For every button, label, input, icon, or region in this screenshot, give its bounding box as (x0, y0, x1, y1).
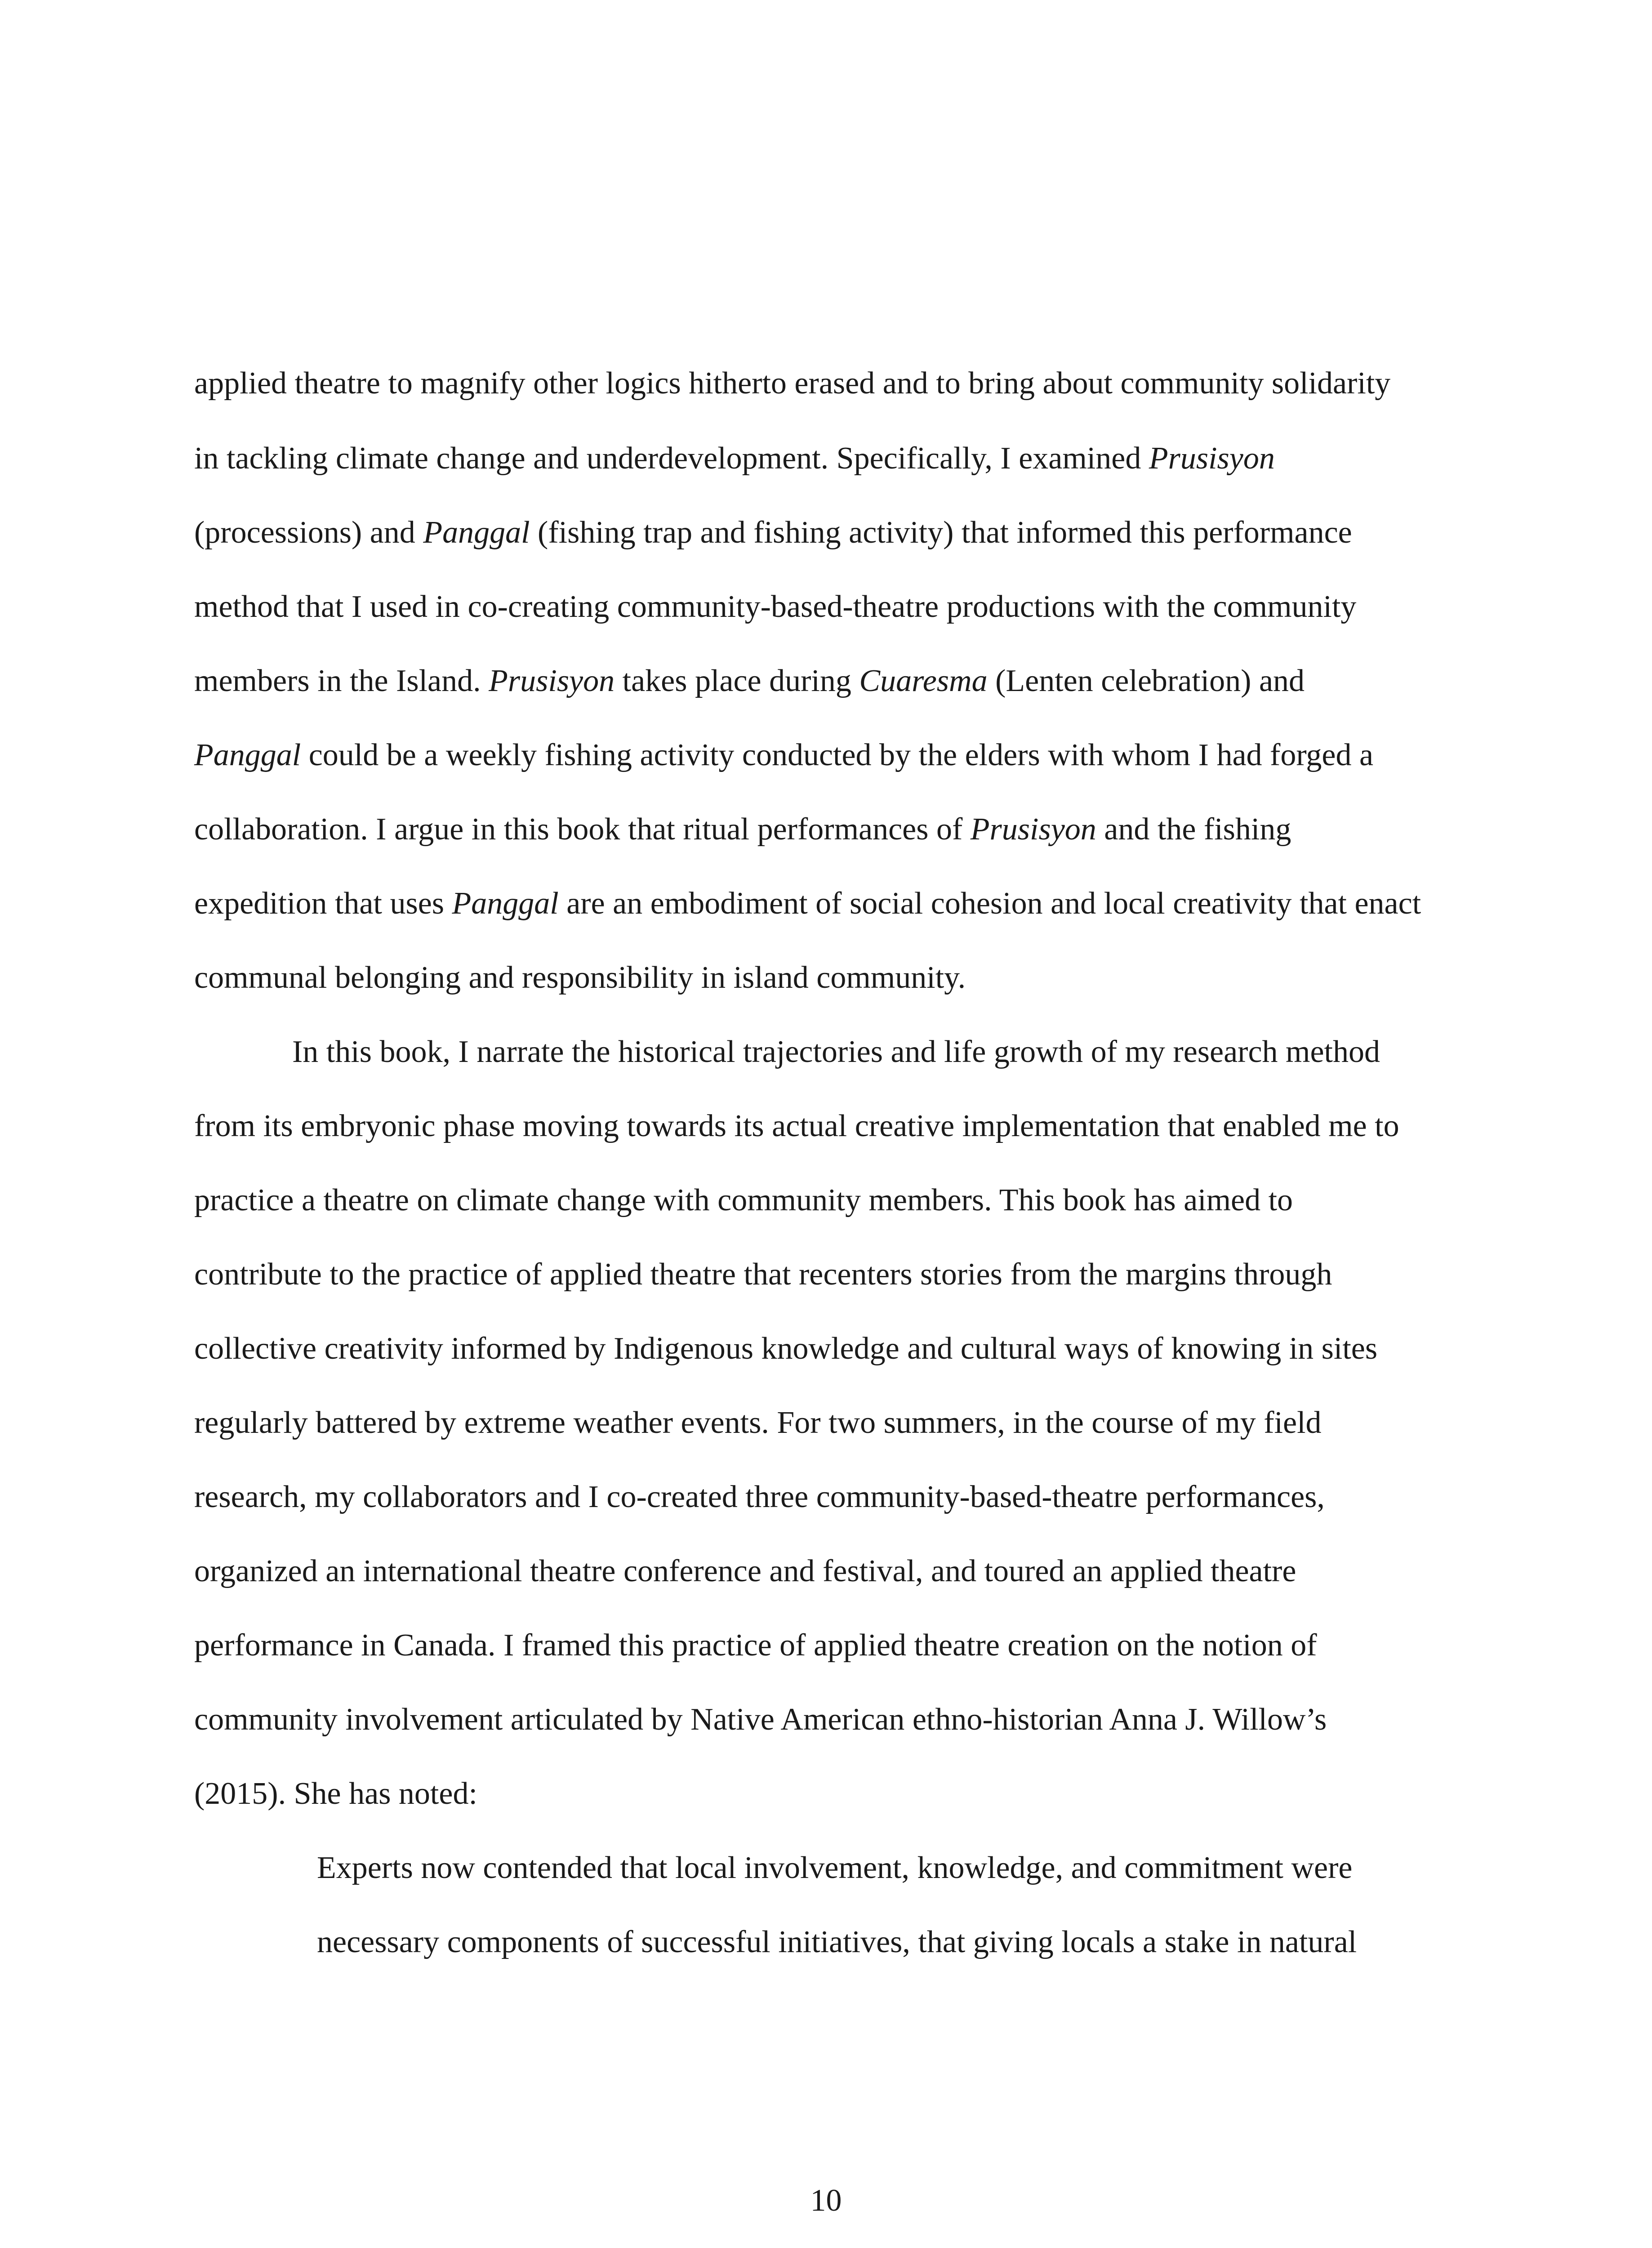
text-run: in tackling climate change and underdevelopment. Specifically, I examined (194, 441, 1149, 476)
italic-term: Prusisyon (489, 664, 615, 698)
text-line: community involvement articulated by Native American ethno-historian Anna J. Willow’s (194, 1702, 1327, 1737)
text-line (194, 665, 1305, 697)
italic-term: Cuaresma (859, 664, 988, 698)
italic-term: Panggal (423, 515, 530, 550)
text-line: collective creativity informed by Indigenous knowledge and cultural ways of knowing in sites (194, 1331, 1378, 1366)
text-line (194, 814, 1291, 845)
italic-term: Panggal (452, 886, 559, 921)
text-run: members in the Island. (194, 664, 489, 698)
text-line (194, 443, 1275, 474)
text-run: method that I used in co-creating community-based-theatre productions with the community (194, 589, 1357, 624)
text-line (194, 888, 1421, 919)
text-line: organized an international theatre conference and festival, and toured an applied theatre (194, 1554, 1296, 1588)
italic-term: Prusisyon (970, 812, 1096, 847)
text-line: In this book, I narrate the historical trajectories and life growth of my research method (292, 1035, 1380, 1069)
text-run: are an embodiment of social cohesion and local creativity that enact (558, 886, 1421, 921)
page-number: 10 (810, 2183, 842, 2218)
text-run: collaboration. I argue in this book that ritual performances of (194, 812, 971, 847)
italic-term: Prusisyon (1149, 441, 1275, 476)
text-line (194, 517, 1352, 549)
text-line: regularly battered by extreme weather events. For two summers, in the course of my field (194, 1405, 1322, 1440)
text-run: expedition that uses (194, 886, 452, 921)
text-line: contribute to the practice of applied theatre that recenters stories from the margins through (194, 1257, 1332, 1292)
italic-term: Panggal (194, 738, 301, 772)
text-run: could be a weekly fishing activity conducted by the elders with whom I had forged a (301, 738, 1374, 772)
text-line: (2015). She has noted: (194, 1776, 477, 1811)
text-run: (processions) and (194, 515, 423, 550)
text-line (194, 740, 1373, 771)
text-line: research, my collaborators and I co-created three community-based-theatre performances, (194, 1480, 1325, 1514)
text-line (194, 368, 1390, 399)
text-run: (Lenten celebration) and (987, 664, 1305, 698)
text-line: performance in Canada. I framed this practice of applied theatre creation on the notion of (194, 1628, 1317, 1663)
text-run: applied theatre to magnify other logics hitherto erased and to bring about community solidarity (194, 366, 1391, 401)
text-run: takes place during (614, 664, 859, 698)
quote-line: Experts now contended that local involvement, knowledge, and commitment were (317, 1851, 1353, 1885)
text-line: practice a theatre on climate change with community members. This book has aimed to (194, 1183, 1293, 1218)
text-line (194, 591, 1356, 623)
text-run: communal belonging and responsibility in island community. (194, 960, 966, 995)
text-run: and the fishing (1096, 812, 1291, 847)
text-line: from its embryonic phase moving towards its actual creative implementation that enabled me to (194, 1109, 1399, 1143)
quote-line: necessary components of successful initiatives, that giving locals a stake in natural (317, 1925, 1357, 1959)
text-line (194, 962, 966, 994)
text-run: (fishing trap and fishing activity) that informed this performance (530, 515, 1352, 550)
